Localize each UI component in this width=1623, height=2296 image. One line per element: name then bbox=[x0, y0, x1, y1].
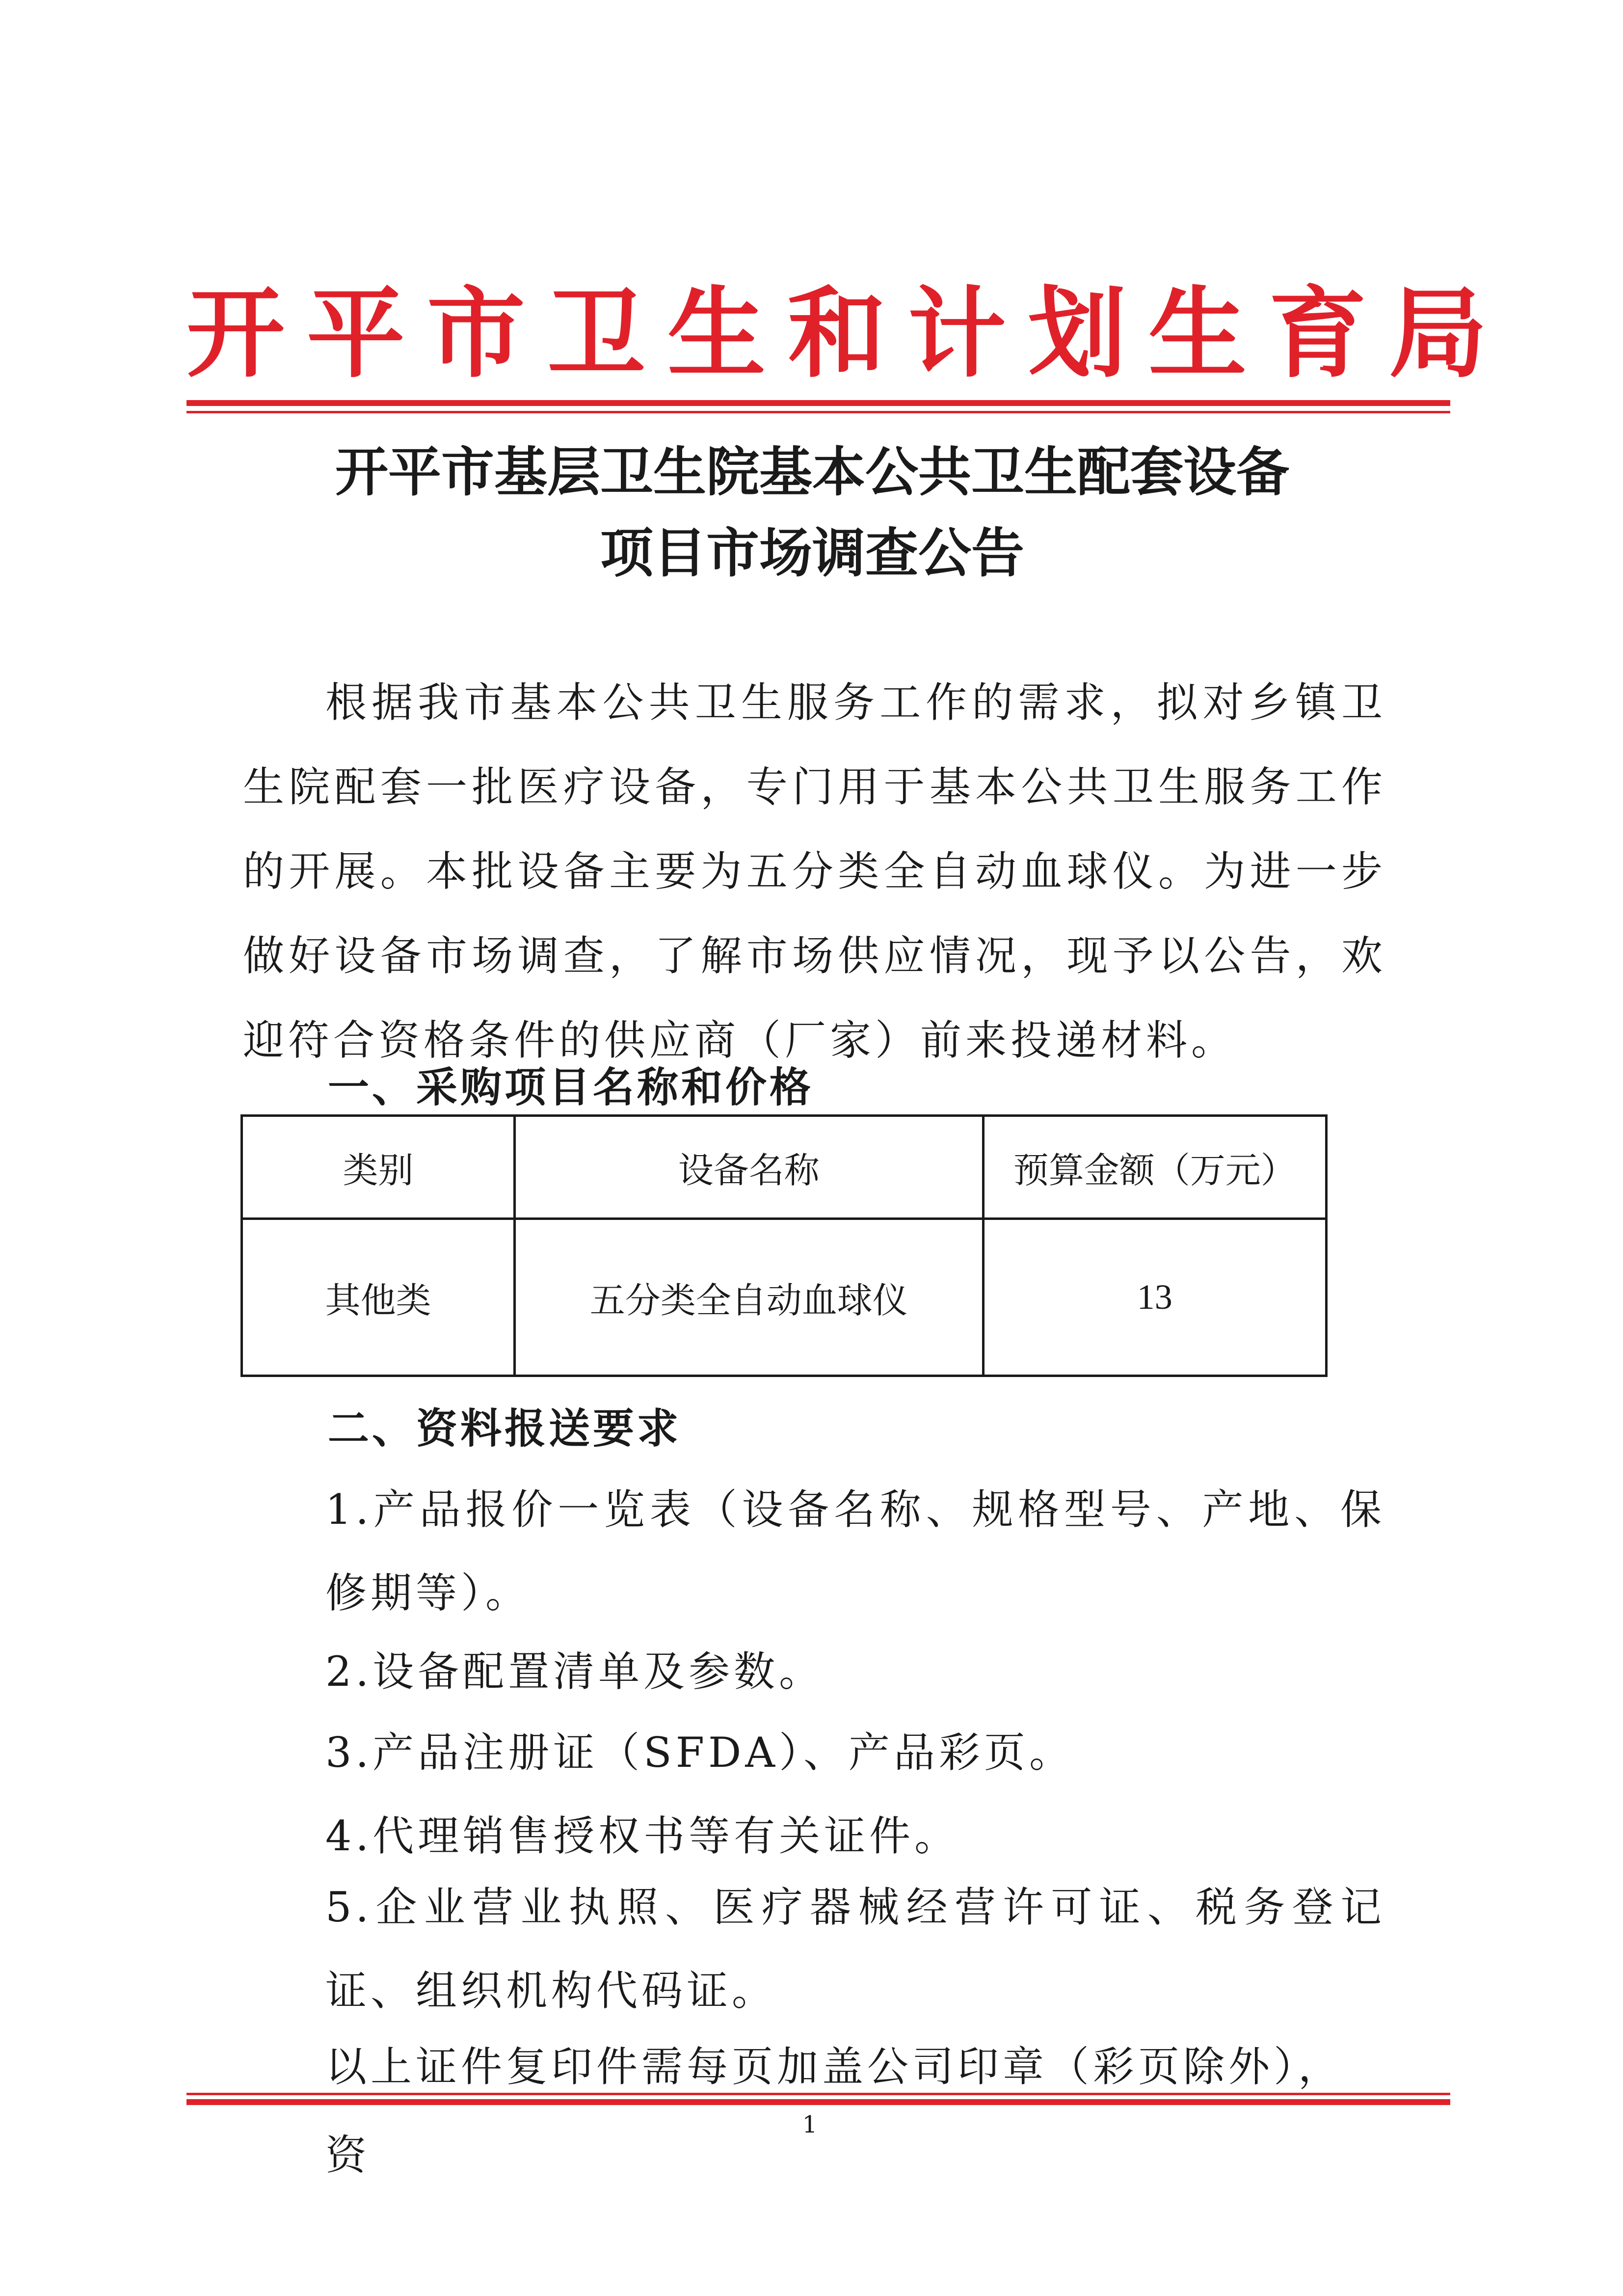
requirement-item-2: 2.设备配置清单及参数。 bbox=[325, 1648, 825, 1696]
closing-text: 以上证件复印件需每页加盖公司印章（彩页除外），资 bbox=[325, 2043, 1344, 2179]
header-category: 类别 bbox=[242, 1116, 515, 1219]
title-line-1: 开平市基层卫生院基本公共卫生配套设备 bbox=[335, 441, 1289, 503]
letterhead-rule-thin bbox=[186, 411, 1450, 413]
header-budget: 预算金额（万元） bbox=[983, 1116, 1326, 1219]
document-title bbox=[186, 432, 1438, 594]
requirement-item-5: 5.企业营业执照、医疗器械经营许可证、税务登记证、组织机构代码证。 bbox=[325, 1883, 1385, 2015]
cell-budget: 13 bbox=[983, 1219, 1326, 1376]
cell-equipment-name: 五分类全自动血球仪 bbox=[514, 1219, 983, 1376]
letterhead-rule-thick bbox=[186, 400, 1450, 406]
budget-table bbox=[240, 1114, 1328, 1377]
footer-rule-thin bbox=[186, 2093, 1450, 2095]
intro-paragraph: 根据我市基本公共卫生服务工作的需求，拟对乡镇卫生院配套一批医疗设备，专门用于基本公共卫生服务工作的开展。本批设备主要为五分类全自动血球仪。为进一步做好设备市场调查，了解市场供应情况，现予以公告，欢迎符合资格条件的供应商（厂家）前来投递材料。 bbox=[243, 678, 1386, 1064]
cell-category: 其他类 bbox=[242, 1219, 515, 1376]
title-line-2: 项目市场调查公告 bbox=[600, 522, 1024, 584]
letterhead: 开平市卫生和计划生育局 bbox=[186, 276, 1510, 391]
footer-rule-thick bbox=[186, 2099, 1450, 2105]
section-1-heading: 一、采购项目名称和价格 bbox=[328, 1063, 814, 1111]
section-2-heading: 二、资料报送要求 bbox=[328, 1405, 682, 1453]
table-header-row bbox=[242, 1116, 1327, 1219]
requirement-item-3: 3.产品注册证（SFDA）、产品彩页。 bbox=[325, 1729, 1074, 1777]
page-number: 1 bbox=[802, 2111, 818, 2138]
requirement-item-4: 4.代理销售授权书等有关证件。 bbox=[325, 1812, 960, 1860]
header-equipment-name: 设备名称 bbox=[514, 1116, 983, 1219]
requirement-item-1: 1.产品报价一览表（设备名称、规格型号、产地、保修期等）。 bbox=[325, 1486, 1385, 1617]
table-row bbox=[242, 1219, 1327, 1376]
